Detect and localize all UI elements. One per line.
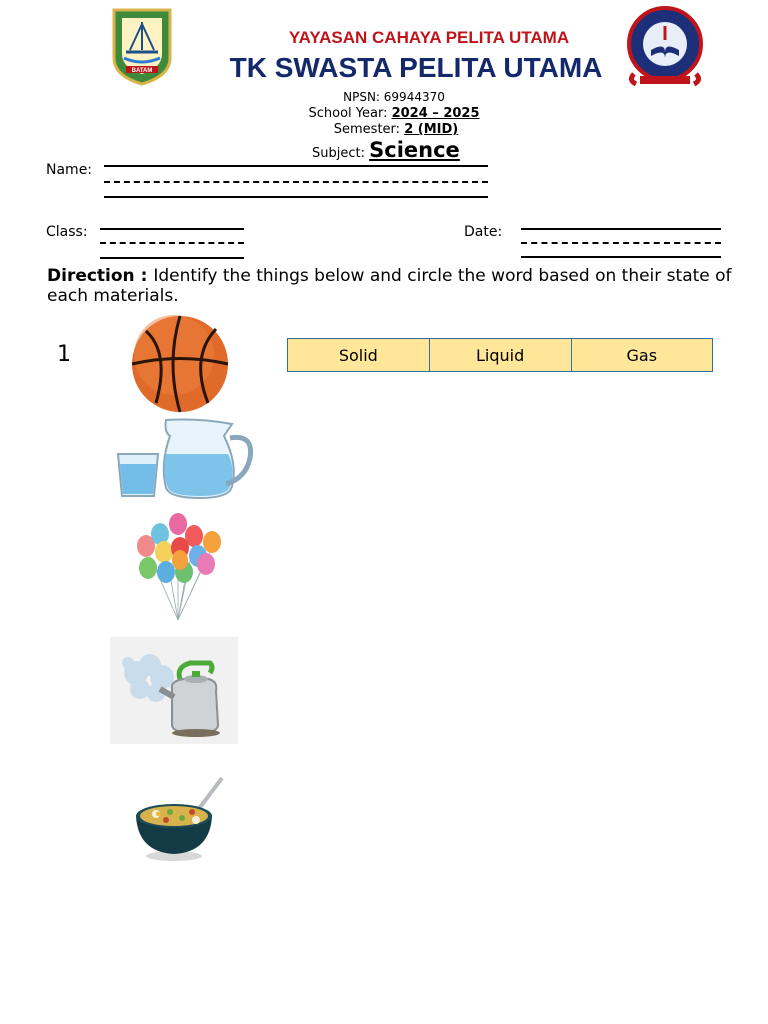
option-solid[interactable]: Solid (288, 339, 430, 372)
question-number: 1 (57, 342, 71, 367)
option-gas[interactable]: Gas (571, 339, 712, 372)
balloons-image (128, 512, 228, 624)
soup-bowl-image (132, 776, 228, 862)
npsn: NPSN: 69944370 (343, 90, 445, 104)
date-line-top[interactable] (521, 228, 721, 230)
school-year-line (0, 106, 768, 121)
basketball-image (126, 313, 234, 415)
name-line-middle[interactable] (104, 181, 488, 183)
semester-value: 2 (MID) (404, 122, 459, 137)
direction (47, 266, 737, 306)
class-line-bottom[interactable] (100, 257, 244, 259)
answer-options (287, 338, 713, 372)
steaming-kettle-image (110, 637, 238, 744)
subject-value: Science (369, 138, 460, 162)
name-line-top[interactable] (104, 165, 488, 167)
school-year-label: School Year: (308, 106, 392, 121)
class-line-middle[interactable] (100, 242, 244, 244)
semester-line (0, 122, 768, 137)
date-label: Date: (464, 224, 503, 240)
subject-label: Subject: (312, 146, 370, 161)
class-line-top[interactable] (100, 228, 244, 230)
subject-line (312, 138, 460, 162)
class-label: Class: (46, 224, 88, 240)
direction-text: Identify the things below and circle the word based on their state of each materials. (47, 266, 732, 306)
name-label: Name: (46, 162, 93, 178)
water-glass-and-jug-image (114, 414, 256, 500)
foundation-name: YAYASAN CAHAYA PELITA UTAMA (288, 28, 570, 47)
date-line-middle[interactable] (521, 242, 721, 244)
name-line-bottom[interactable] (104, 196, 488, 198)
direction-lead: Direction : (47, 266, 154, 286)
school-year-value: 2024 – 2025 (391, 106, 480, 121)
date-line-bottom[interactable] (521, 256, 721, 258)
option-liquid[interactable]: Liquid (429, 339, 571, 372)
batam-logo-text: BATAM (131, 68, 153, 74)
semester-label: Semester: (333, 122, 405, 137)
school-name: TK SWASTA PELITA UTAMA (229, 52, 603, 83)
